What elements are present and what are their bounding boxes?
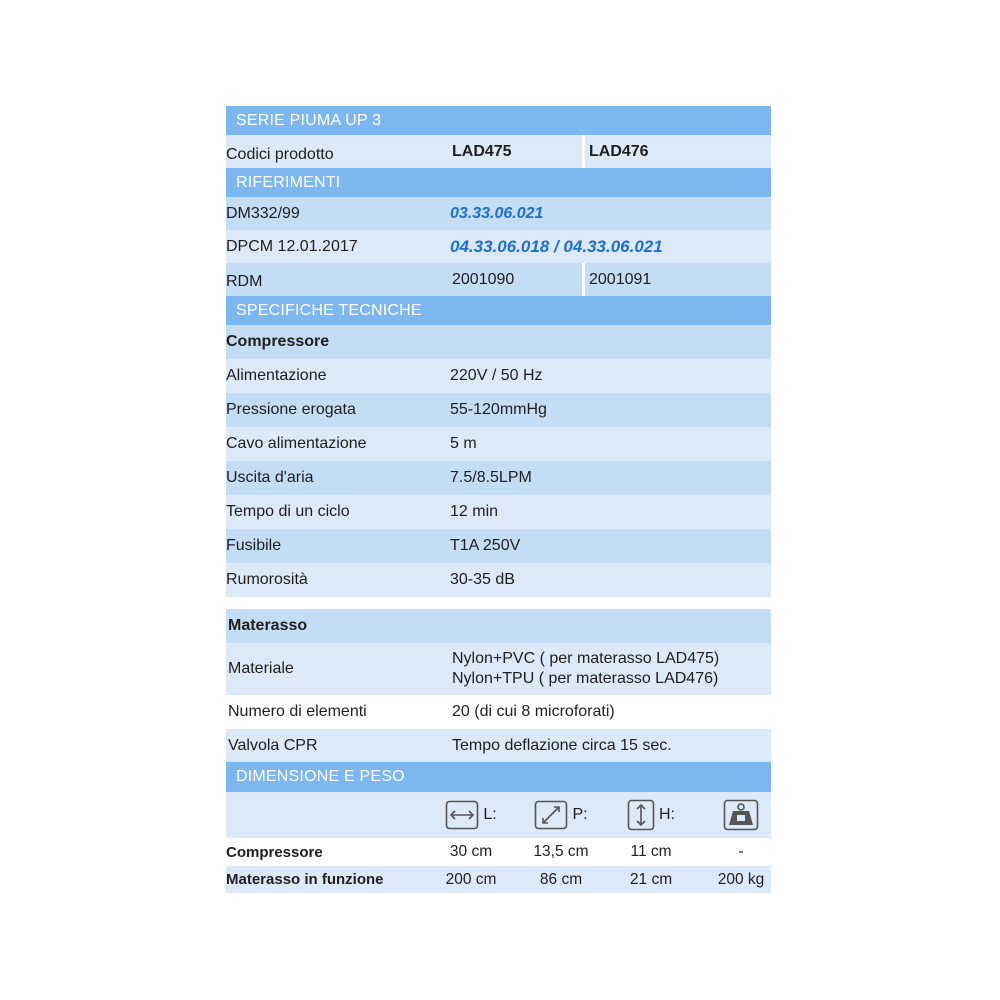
weight-icon (723, 799, 759, 831)
rdm-label: RDM (226, 272, 263, 290)
spec-label: Tempo di un ciclo (226, 503, 350, 520)
dim-icon-cell (426, 800, 516, 830)
spec-label: Pressione erogata (226, 401, 356, 418)
materiale-line: Nylon+TPU ( per materasso LAD476) (452, 670, 719, 687)
spec-value: 220V / 50 Hz (450, 367, 543, 384)
spec-label: Uscita d'aria (226, 469, 314, 486)
product-codes-row (226, 135, 771, 168)
dim-h-value: 11 cm (630, 843, 672, 860)
valvola-row (226, 729, 771, 762)
spec-row (226, 495, 771, 529)
product-code-a: LAD475 (452, 142, 512, 160)
spec-row (226, 461, 771, 495)
spec-value: 5 m (450, 435, 477, 452)
materiale-line: Nylon+PVC ( per materasso LAD475) (452, 650, 720, 667)
dpcm-code: 04.33.06.018 / 04.33.06.021 (450, 236, 663, 256)
dim-w-value: - (738, 843, 744, 860)
section-riferimenti: RIFERIMENTI (226, 168, 771, 197)
dim-l-value: 200 cm (445, 870, 497, 888)
spec-row (226, 359, 771, 393)
height-arrow-icon (627, 799, 655, 831)
materasso-header (226, 609, 771, 643)
dim-icon-cell (516, 800, 606, 830)
dim-l-value: 30 cm (449, 843, 493, 860)
product-codes-label: Codici prodotto (226, 145, 334, 163)
dimension-row (226, 838, 771, 866)
dim-h-value: 21 cm (629, 870, 673, 888)
product-code-b: LAD476 (582, 135, 771, 168)
dim-p-value: 13,5 cm (533, 843, 589, 860)
spec-value: 7.5/8.5LPM (450, 469, 532, 486)
rdm-value-a: 2001090 (452, 270, 515, 288)
dim-row-label: Compressore (226, 843, 323, 861)
spacer (226, 597, 771, 609)
compressore-title: Compressore (226, 333, 330, 350)
dim-row-label: Materasso in funzione (226, 871, 384, 888)
dimension-icons-row (226, 792, 771, 838)
spec-label: Cavo alimentazione (226, 435, 367, 452)
dim-w-value: 200 kg (717, 870, 765, 888)
materiale-values (452, 643, 771, 695)
dim-label-p: P: (572, 806, 588, 823)
series-title: SERIE PIUMA UP 3 (226, 106, 771, 135)
spec-row (226, 529, 771, 563)
rdm-value-b: 2001091 (582, 263, 771, 296)
spec-value: 55-120mmHg (450, 401, 547, 418)
dm-label: DM332/99 (226, 204, 300, 222)
dim-p-value: 86 cm (539, 870, 583, 888)
spec-row (226, 427, 771, 461)
dim-label-l: L: (483, 806, 497, 823)
spec-value: 12 min (450, 503, 499, 520)
dim-icon-cell (696, 799, 786, 831)
dm-code: 03.33.06.021 (450, 204, 544, 222)
spec-label: Fusibile (226, 537, 282, 554)
spec-row (226, 563, 771, 597)
materasso-title: Materasso (228, 617, 308, 634)
elementi-value: 20 (di cui 8 microforati) (452, 703, 615, 720)
materiale-row (226, 643, 771, 695)
spec-value: 30-35 dB (450, 571, 515, 588)
elementi-row (226, 695, 771, 729)
spec-sheet (226, 106, 771, 893)
dim-label-h: H: (659, 806, 675, 823)
dpcm-label: DPCM 12.01.2017 (226, 237, 358, 255)
valvola-label: Valvola CPR (228, 736, 318, 754)
spec-value: T1A 250V (450, 537, 521, 554)
ref-row-dpcm (226, 230, 771, 263)
depth-arrow-icon (534, 800, 568, 830)
spec-label: Rumorosità (226, 571, 308, 588)
dim-icon-cell (606, 799, 696, 831)
width-arrow-icon (445, 800, 479, 830)
spec-row (226, 393, 771, 427)
compressore-header (226, 325, 771, 359)
materiale-label: Materiale (228, 660, 294, 677)
spec-label: Alimentazione (226, 367, 327, 384)
ref-row-rdm (226, 263, 771, 296)
ref-row-dm (226, 197, 771, 230)
section-specifiche: SPECIFICHE TECNICHE (226, 296, 771, 325)
elementi-label: Numero di elementi (228, 703, 367, 720)
dimension-row (226, 866, 771, 893)
valvola-value: Tempo deflazione circa 15 sec. (452, 736, 672, 754)
section-dimensioni: DIMENSIONE E PESO (226, 762, 771, 792)
